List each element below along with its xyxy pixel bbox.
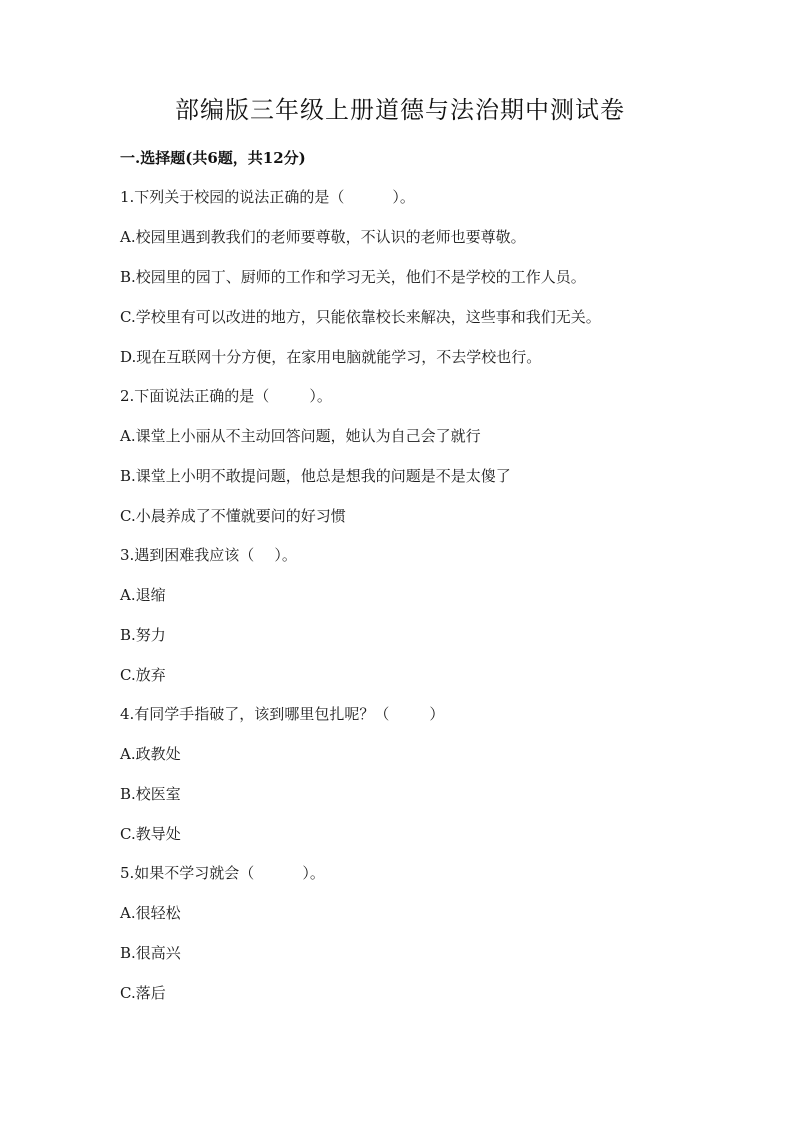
question-3-option-b: B.努力: [120, 626, 166, 644]
question-4-option-a: A.政教处: [120, 745, 181, 763]
question-1-option-b: B.校园里的园丁、厨师的工作和学习无关，他们不是学校的工作人员。: [120, 268, 586, 286]
question-1-option-d: D.现在互联网十分方便，在家用电脑就能学习，不去学校也行。: [120, 348, 542, 366]
question-5-option-b: B.很高兴: [120, 944, 181, 962]
question-1-stem-text: 1.下列关于校园的说法正确的是（: [120, 188, 345, 206]
question-1-stem-end: ）。: [392, 188, 415, 206]
exam-title: 部编版三年级上册道德与法治期中测试卷: [175, 96, 625, 124]
question-1-option-a: A.校园里遇到教我们的老师要尊敬，不认识的老师也要尊敬。: [120, 228, 526, 246]
question-2-option-a: A.课堂上小丽从不主动回答问题，她认为自己会了就行: [120, 427, 481, 445]
question-3-stem: [120, 543, 297, 567]
question-1-stem: [120, 185, 415, 209]
question-5-stem: [120, 861, 325, 885]
question-4-option-c: C.教导处: [120, 825, 181, 843]
section-heading: 一.选择题(共6题，共12分): [120, 149, 306, 167]
question-5-stem-end: ）。: [302, 864, 325, 882]
question-4-stem: [120, 702, 444, 726]
question-2-stem: [120, 384, 332, 408]
question-2-option-c: C.小晨养成了不懂就要问的好习惯: [120, 507, 346, 525]
question-3-stem-text: 3.遇到困难我应该（: [120, 546, 255, 564]
question-5-option-c: C.落后: [120, 984, 166, 1002]
question-4-stem-text: 4.有同学手指破了，该到哪里包扎呢？（: [120, 705, 390, 723]
question-2-option-b: B.课堂上小明不敢提问题，他总是想我的问题是不是太傻了: [120, 467, 511, 485]
question-2-stem-end: ）。: [309, 387, 332, 405]
question-3-stem-end: ）。: [274, 546, 297, 564]
question-3-option-c: C.放弃: [120, 666, 166, 684]
question-4-option-b: B.校医室: [120, 785, 181, 803]
question-1-option-c: C.学校里有可以改进的地方，只能依靠校长来解决，这些事和我们无关。: [120, 308, 601, 326]
question-5-option-a: A.很轻松: [120, 904, 181, 922]
question-4-stem-end: ）: [429, 705, 445, 723]
question-3-option-a: A.退缩: [120, 586, 166, 604]
question-2-stem-text: 2.下面说法正确的是（: [120, 387, 270, 405]
question-5-stem-text: 5.如果不学习就会（: [120, 864, 255, 882]
